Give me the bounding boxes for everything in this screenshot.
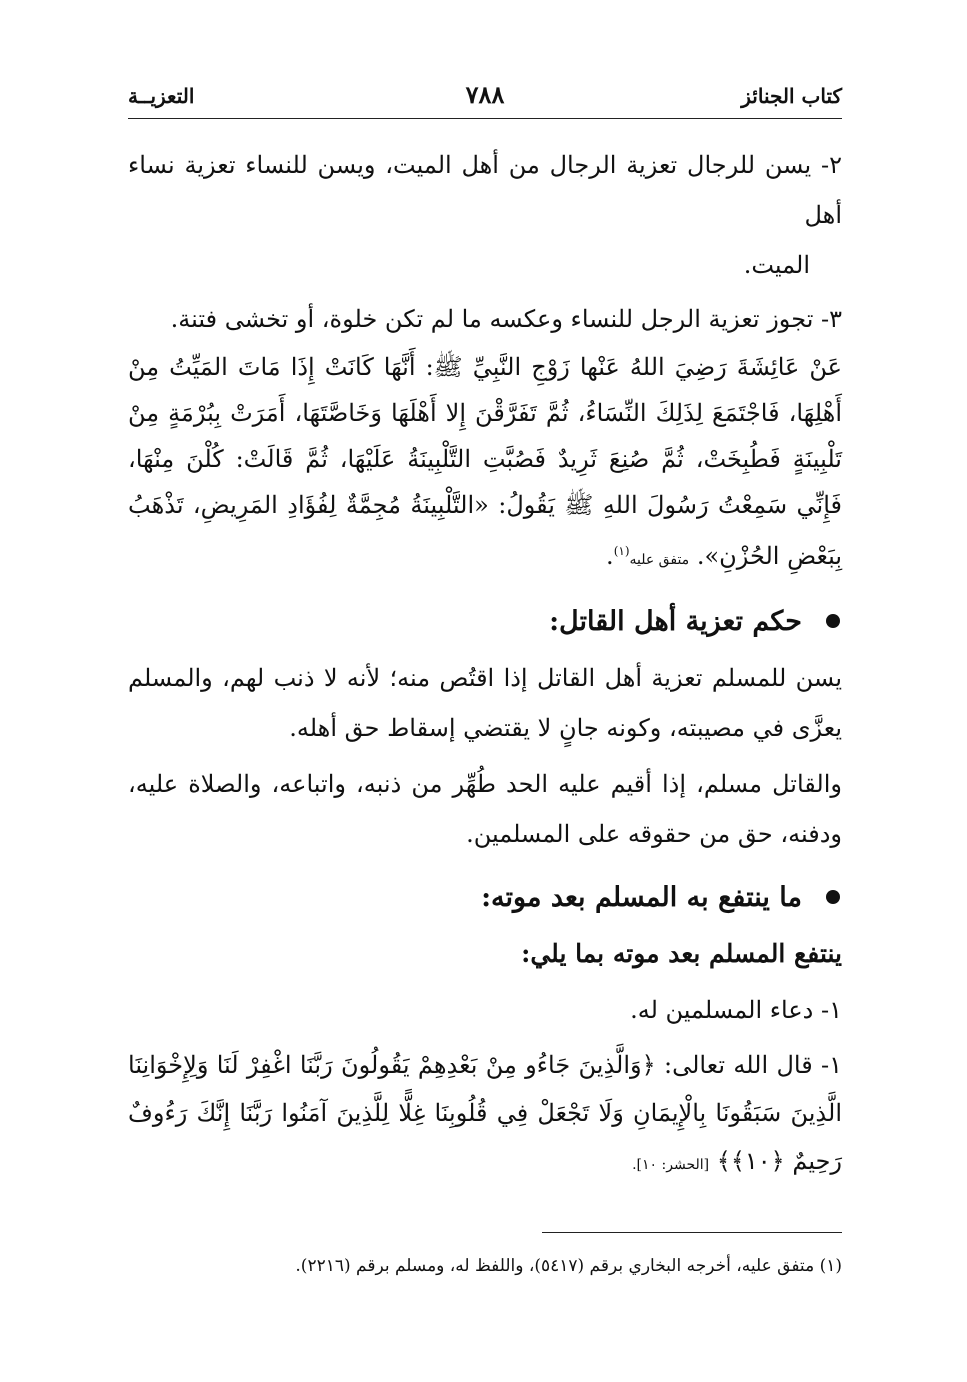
section-heading-benefits-after-death <box>128 873 842 923</box>
list-item-2-text: ٢- يسن للرجال تعزية الرجال من أهل الميت، ويسن للنساء تعزية نساء أهل <box>128 151 842 229</box>
quran-reference: [الحشر: ١٠]. <box>632 1157 710 1173</box>
section-heading-text: ما ينتفع به المسلم بعد موته: <box>481 882 802 913</box>
list-item-2 <box>128 140 842 290</box>
subheading: ينتفع المسلم بعد موته بما يلي: <box>521 939 842 968</box>
page-number: ٧٨٨ <box>465 80 505 109</box>
paragraph: يسن للمسلم تعزية أهل القاتل إذا اقتُص منه؛ لأنه لا ذنب لهم، والمسلم يعزَّى في مصيبته، وكونه جانٍ لا يقتضي إسقاط حق أهله. <box>128 664 842 742</box>
running-header <box>128 78 842 119</box>
bullet-icon <box>826 614 840 628</box>
paragraph: والقاتل مسلم، إذا أقيم عليه الحد طُهِّر من ذنبه، واتباعه، والصلاة عليه، ودفنه، حق من حقوقه على المسلمين. <box>128 770 842 848</box>
section-heading-condolence-killer <box>128 597 842 647</box>
section-heading-text: حكم تعزية أهل القاتل: <box>549 606 802 637</box>
footnote-reference: (١) <box>613 544 630 558</box>
bullet-icon <box>826 890 840 904</box>
page-body <box>128 140 842 1189</box>
hadith-text: عَنْ عَائِشَةَ رَضِيَ اللهُ عَنْها زَوْجِ النَّبِيِّ ﷺ: أَنَّهَا كَانَتْ إِذَا مَاتَ المَيِّتُ مِنْ أَهْلِهَا، فَاجْتَمَعَ لِذَلِكَ النِّسَاءُ، ثُمَّ تَفَرَّقْنَ إِلا أَهْلَهَا وَخَاصَّتَهَا، أَمَرَتْ بِبُرْمَةٍ مِنْ تَلْبِينَةٍ فَطُبِخَتْ، ثُمَّ صُنِعَ ثَرِيدٌ فَصُبَّتِ التَّلْبِينَةُ عَلَيْهَا، ثُمَّ قَالَتْ: كُلْنَ مِنْهَا، فَإِنِّي سَمِعْتُ رَسُولَ اللهِ ﷺ يَقُولُ: «التَّلْبِينَةُ مُجِمَّةٌ لِفُؤَادِ المَرِيضِ، تَذْهَبُ بِبَعْضِ الحُزْنِ». <box>128 353 842 570</box>
hadith-paragraph: عَنْ عَائِشَةَ رَضِيَ اللهُ عَنْها زَوْجِ النَّبِيِّ ﷺ: أَنَّهَا كَانَتْ إِذَا مَاتَ المَيِّتُ مِنْ أَهْلِهَا، فَاجْتَمَعَ لِذَلِكَ النِّسَاءُ، ثُمَّ تَفَرَّقْنَ إِلا أَهْلَهَا وَخَاصَّتَهَا، أَمَرَتْ بِبُرْمَةٍ مِنْ تَلْبِينَةٍ فَطُبِخَتْ، ثُمَّ صُنِعَ ثَرِيدٌ فَصُبَّتِ التَّلْبِينَةُ عَلَيْهَا، ثُمَّ قَالَتْ: كُلْنَ مِنْهَا، فَإِنِّي سَمِعْتُ رَسُولَ اللهِ ﷺ يَقُولُ: «التَّلْبِينَةُ مُجِمَّةٌ لِفُؤَادِ المَرِيضِ، تَذْهَبُ بِبَعْضِ الحُزْنِ». متفق عليه$^{(١)}$. <box>128 353 842 570</box>
quran-intro: ١- قال الله تعالى: <box>664 1051 842 1079</box>
list-item-1: ١- دعاء المسلمين له. <box>630 996 842 1024</box>
quran-text: ﴿وَالَّذِينَ جَاءُو مِنْ بَعْدِهِمْ يَقُولُونَ رَبَّنَا اغْفِرْ لَنَا وَلِإِخْوَانِنَا الَّذِينَ سَبَقُونَا بِالْإِيمَانِ وَلَا تَجْعَلْ فِي قُلُوبِنَا غِلًّا لِلَّذِينَ آمَنُوا رَبَّنَا إِنَّكَ رَءُوفٌ رَحِيمٌ ﴿١٠﴾﴾ <box>128 1051 842 1175</box>
hadith-grading: متفق عليه <box>629 552 690 568</box>
quran-verse-paragraph <box>128 1041 842 1189</box>
header-book-title: كتاب الجنائز <box>741 84 842 108</box>
footnote-divider <box>542 1232 842 1233</box>
list-item-3: ٣- تجوز تعزية الرجل للنساء وعكسه ما لم تكن خلوة، أو تخشى فتنة. <box>170 305 842 333</box>
list-item-2-continuation: الميت. <box>743 251 810 279</box>
footnote: (١) متفق عليه، أخرجه البخاري برقم (٥٤١٧)، واللفظ له، ومسلم برقم (٢٢١٦). <box>295 1256 842 1276</box>
header-chapter-title: التعزيــة <box>128 84 195 108</box>
